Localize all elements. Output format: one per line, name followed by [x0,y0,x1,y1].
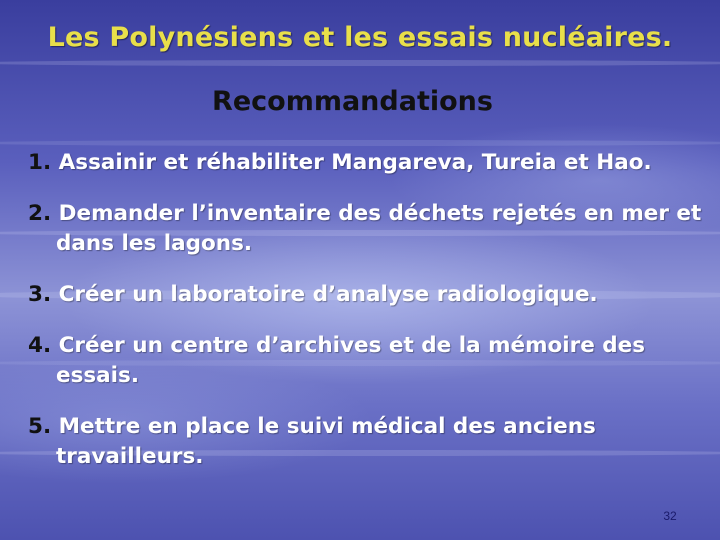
list-item [28,331,708,391]
item-number: 3. [28,282,52,307]
item-number: 2. [28,201,52,226]
list-item [28,148,708,178]
page-number: 32 [663,509,677,523]
list-item [28,199,708,259]
item-text: Assainir et réhabiliter Mangareva, Tureia et Hao. [58,150,652,175]
recommendations-list [28,148,708,493]
item-text: Créer un centre d’archives et de la mémoire des essais. [56,333,646,388]
item-text: Demander l’inventaire des déchets rejetés en mer et dans les lagons. [56,201,702,256]
background-wave [0,60,720,66]
list-item [28,280,708,310]
background-wave [0,140,720,146]
item-number: 4. [28,333,52,358]
item-text: Créer un laboratoire d’analyse radiologique. [58,282,598,307]
slide-title: Les Polynésiens et les essais nucléaires. [47,22,673,53]
slide-subtitle: Recommandations [212,86,493,117]
list-item [28,412,708,472]
item-number: 1. [28,150,52,175]
item-text: Mettre en place le suivi médical des anciens travailleurs. [56,414,596,469]
item-number: 5. [28,414,52,439]
